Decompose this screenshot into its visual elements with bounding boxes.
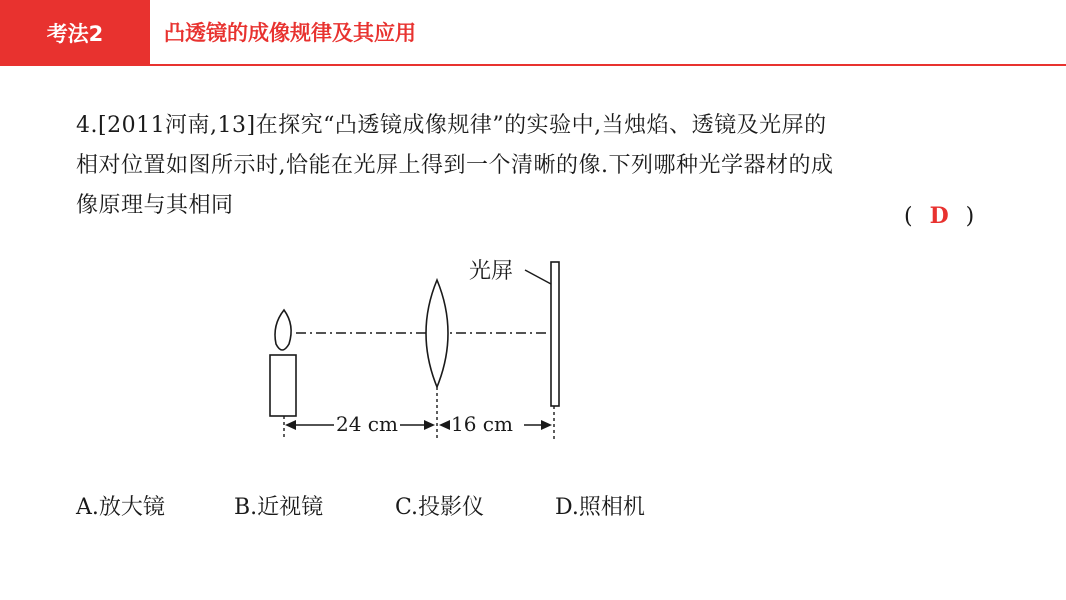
header-bar <box>0 0 1066 66</box>
page-title: 凸透镜的成像规律及其应用 <box>164 21 416 45</box>
question-line-1: 4.[2011河南,13]在探究“凸透镜成像规律”的实验中,当烛焰、透镜及光屏的 <box>76 113 827 138</box>
distance-right-arrow-start <box>439 420 450 430</box>
header-divider <box>150 64 1066 66</box>
question-text <box>76 106 988 226</box>
candle-body <box>270 355 296 416</box>
question-line-2: 相对位置如图所示时,恰能在光屏上得到一个清晰的像.下列哪种光学器材的成 <box>76 153 834 178</box>
screen-label-leader <box>525 270 551 284</box>
convex-lens <box>426 280 448 387</box>
option-b: B.近视镜 <box>234 495 324 520</box>
question-line-3: 像原理与其相同 <box>76 193 234 218</box>
answer-options <box>76 490 645 526</box>
optics-diagram <box>262 250 582 445</box>
distance-right-arrow-end <box>541 420 552 430</box>
distance-left-arrow-end <box>424 420 435 430</box>
distance-left-label: 24 cm <box>336 412 398 436</box>
answer-value: D <box>929 203 949 229</box>
option-c: C.投影仪 <box>395 495 485 520</box>
candle-flame <box>275 310 291 350</box>
distance-right-label: 16 cm <box>451 412 513 436</box>
option-d: D.照相机 <box>555 495 645 520</box>
answer-close-paren: ) <box>965 204 975 229</box>
distance-left-arrow-start <box>285 420 296 430</box>
answer-bracket <box>904 196 974 236</box>
answer-open-paren: ( <box>904 204 913 229</box>
section-tag: 考法2 <box>0 0 150 66</box>
option-a: A.放大镜 <box>76 495 165 520</box>
screen-label: 光屏 <box>469 259 514 284</box>
light-screen <box>551 262 559 406</box>
